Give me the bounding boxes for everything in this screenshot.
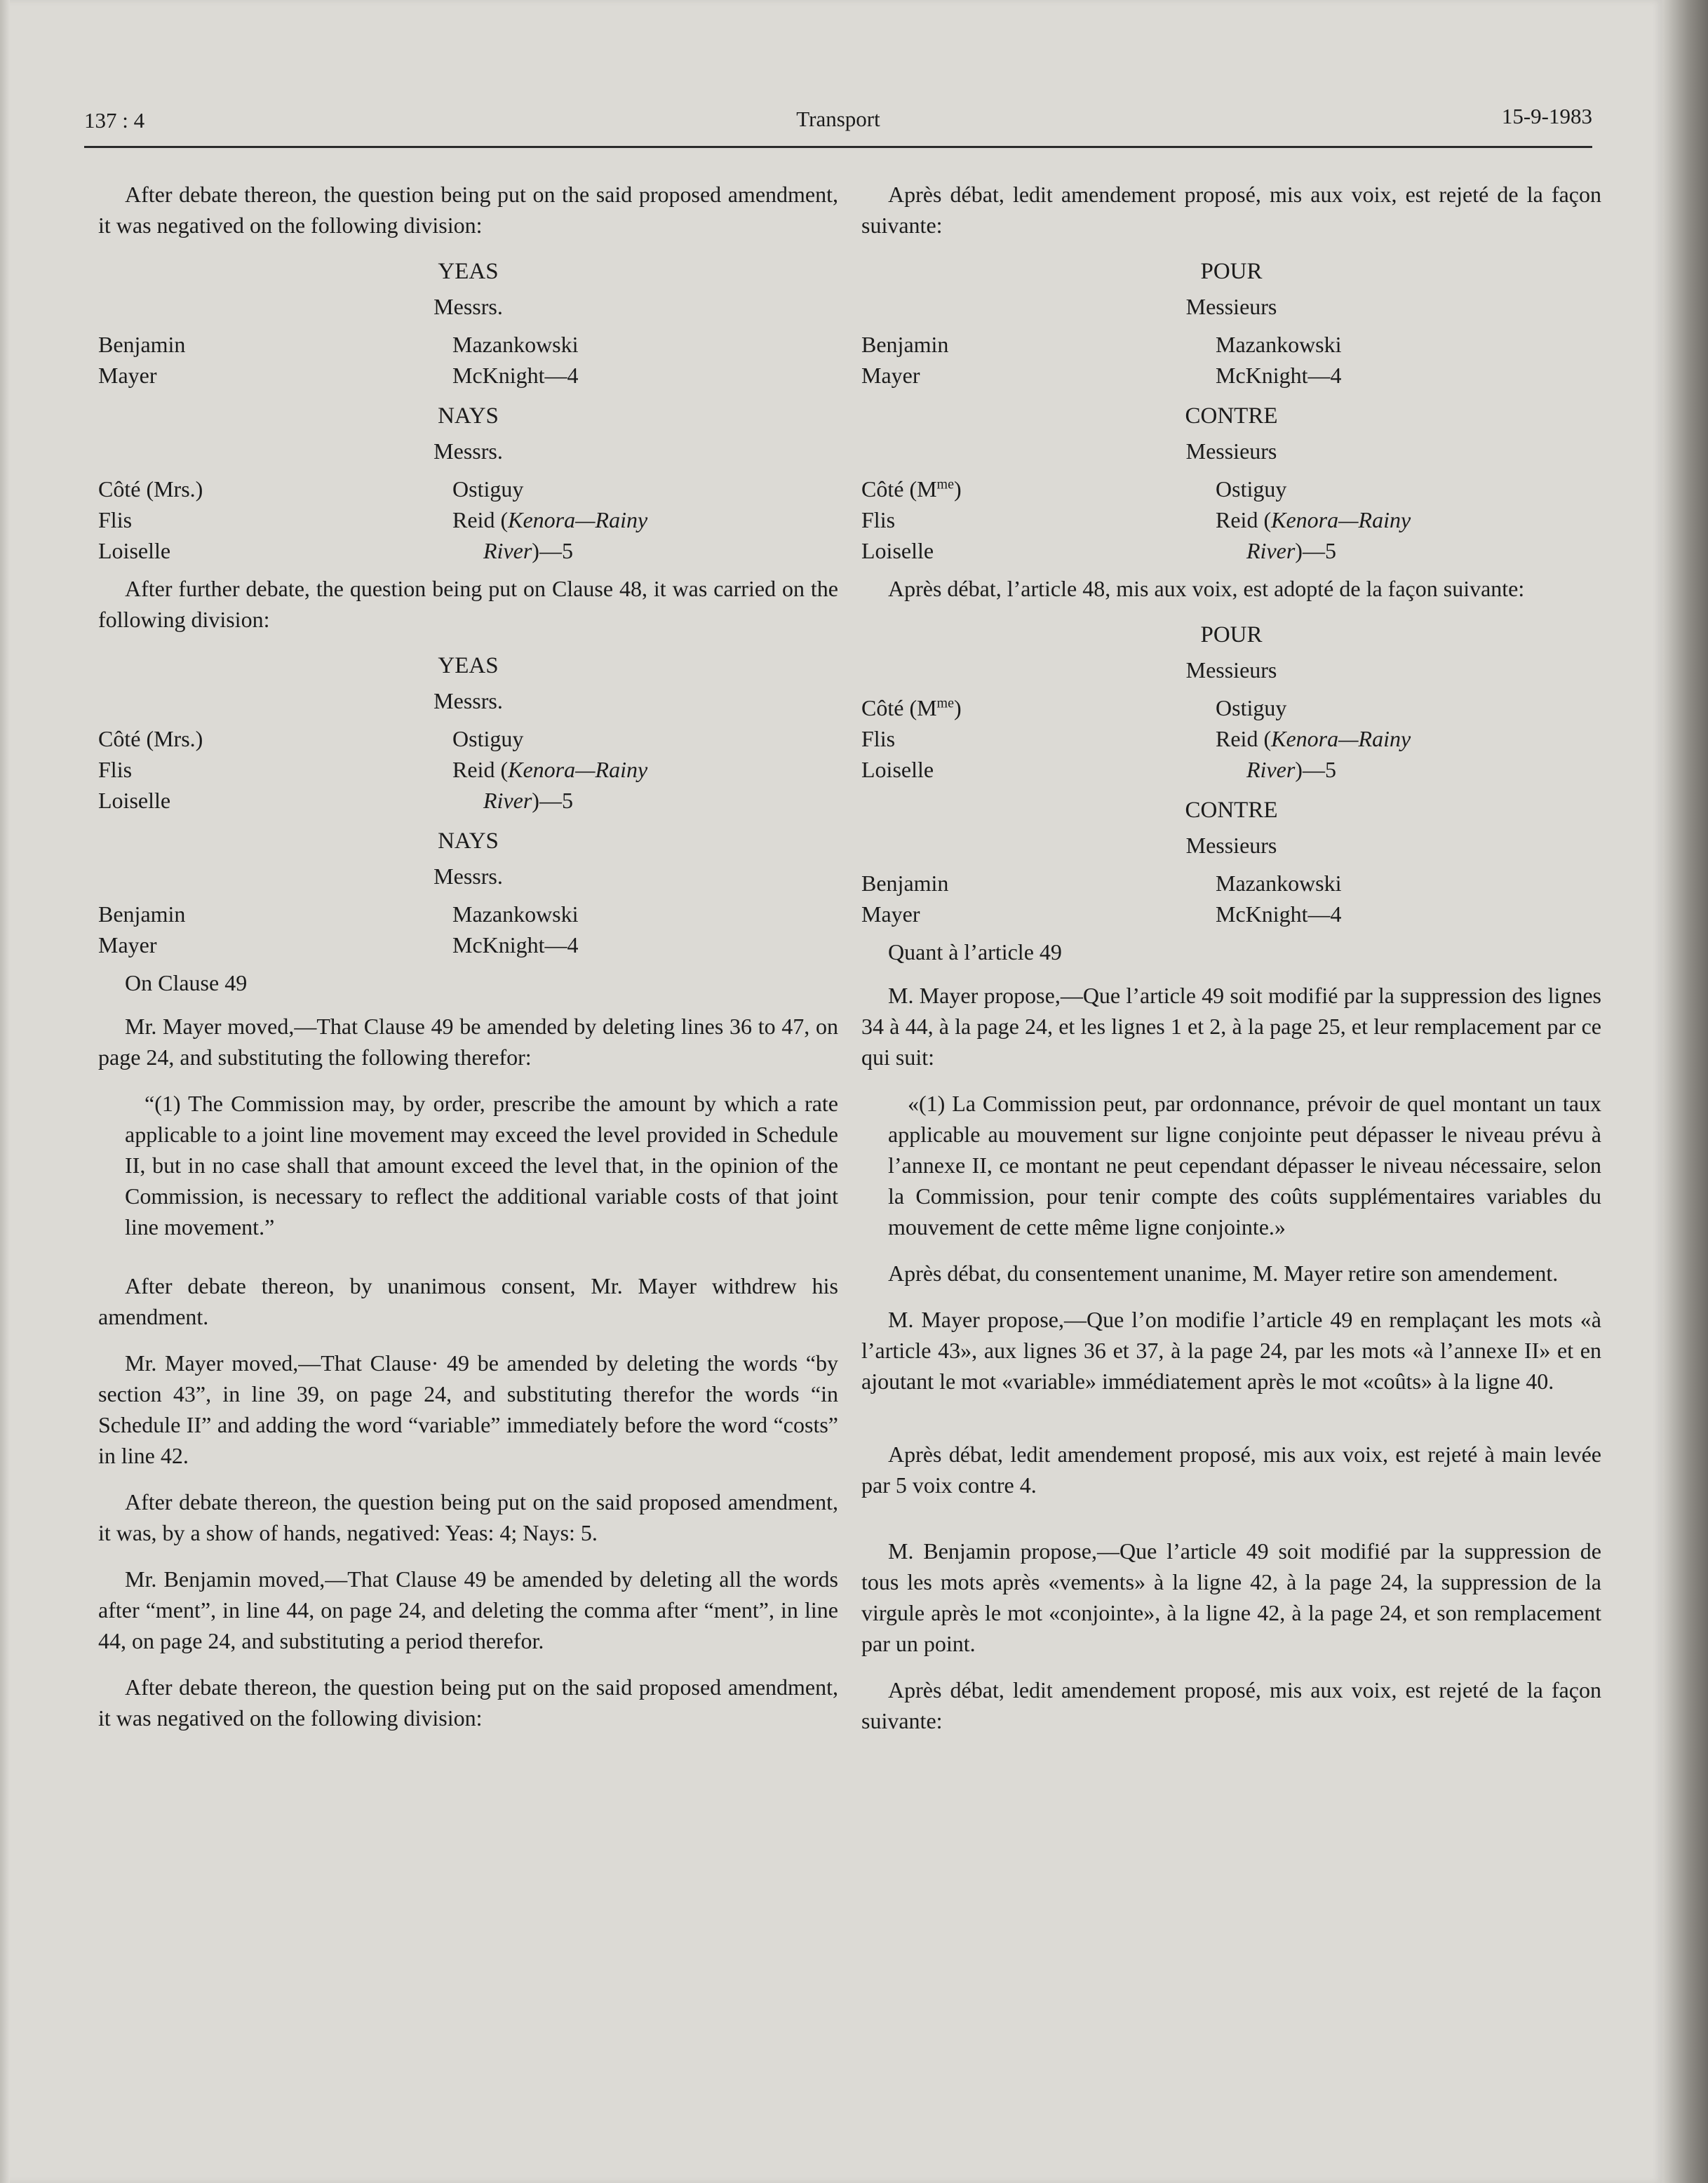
fr-para-4: Après débat, du consentement unanime, M. Mayer retire son amendement. [888, 1261, 1559, 1286]
fr-quote: «(1) La Commission peut, par ordonnance, prévoir de quel montant un taux applicable au mouvement sur ligne conjointe peut dépasser le niveau prévu à l’annexe II, ce montant ne peut cependant dépasser le niveau nécessaire, selon la Commission, pour tenir compte des coûts supplémentaires variables du mouvement de cette même ligne conjointe.» [888, 1091, 1601, 1240]
en-para-1: After debate thereon, the question being put on the said proposed amendment, it was negatived on the following division: [98, 182, 838, 238]
fr-clause-heading: Quant à l’article 49 [888, 939, 1062, 965]
member-name: Côté $(M^{me})$ [861, 476, 962, 502]
en-para-3: Mr. Mayer moved,—That Clause 49 be amended by deleting lines 36 to 47, on page 24, and substituting the following therefor: [98, 1014, 838, 1070]
member-name: Flis [861, 726, 896, 751]
en-vote2-nays-title: Messrs. [433, 864, 503, 889]
member-name: Ostiguy [1216, 476, 1287, 502]
en-vote2-nays-label: NAYS [438, 828, 499, 854]
header-rule [84, 146, 1592, 148]
member-name: Benjamin [98, 332, 186, 357]
member-name: Côté (Mrs.) [98, 726, 203, 751]
fr-vote1-contre-label: CONTRE [1185, 403, 1278, 429]
en-quote: “(1) The Commission may, by order, prescribe the amount by which a rate applicable to a joint line movement may exceed the level provided in Schedule II, but in no case shall that amount exceed the level that, in the opinion of the Commission, is necessary to reflect the additional variable costs of that joint line movement.” [125, 1091, 838, 1240]
en-vote1-nays-title: Messrs. [433, 438, 503, 464]
fr-para-1: Après débat, ledit amendement proposé, mis aux voix, est rejeté de la façon suivante: [861, 182, 1601, 238]
member-name: Reid (Kenora—Rainy [1216, 507, 1411, 532]
page-number: 137 : 4 [84, 108, 145, 133]
running-header [84, 104, 1592, 146]
en-vote1-yeas-label: YEAS [438, 259, 499, 284]
member-name: Mazankowski [1216, 332, 1342, 357]
member-name: Mayer [98, 363, 157, 388]
fr-para-5: M. Mayer propose,—Que l’on modifie l’article 49 en remplaçant les mots «à l’article 43», aux lignes 36 et 37, à la page 24, par les mots «à l’annexe II» et en ajoutant le mot «variable» immédiatement après le mot «coûts» à la ligne 40. [861, 1307, 1601, 1394]
fr-vote1-contre-title: Messieurs [1185, 438, 1277, 464]
member-name: Loiselle [98, 788, 171, 813]
member-name: River)—5 [483, 538, 573, 563]
member-name: Reid (Kenora—Rainy [1216, 726, 1411, 751]
member-name: Ostiguy [452, 726, 524, 751]
header-date: 15-9-1983 [1501, 104, 1592, 128]
fr-para-3: M. Mayer propose,—Que l’article 49 soit modifié par la suppression des lignes 34 à 44, à la page 24, et les lignes 1 et 2, à la page 25, et leur remplacement par ce qui suit: [861, 983, 1601, 1070]
fr-vote2-pour-label: POUR [1200, 622, 1263, 647]
member-name: Côté $(M^{me})$ [861, 695, 962, 720]
fr-vote2-pour [861, 692, 1601, 785]
member-name: Benjamin [861, 871, 949, 896]
member-name: Flis [98, 757, 133, 782]
fr-vote1-pour [861, 329, 1601, 391]
member-name: Mazankowski [452, 332, 579, 357]
fr-para-2: Après débat, l’article 48, mis aux voix, est adopté de la façon suivante: [888, 576, 1525, 601]
member-name: Loiselle [861, 757, 934, 782]
member-name: Mazankowski [452, 901, 579, 927]
fr-vote1-contre [861, 473, 1601, 566]
member-name: River)—5 [1246, 538, 1336, 563]
fr-para-7: M. Benjamin propose,—Que l’article 49 soit modifié par la suppression de tous les mots après «vements» à la ligne 42, à la page 24, la suppression de la virgule après le mot «conjointe», à la ligne 42, à la page 24, et son remplacement par un point. [861, 1538, 1601, 1656]
en-vote1-yeas-title: Messrs. [433, 294, 503, 319]
en-para-6: After debate thereon, the question being put on the said proposed amendment, it was, by a show of hands, negatived: Yeas: 4; Nays: 5. [98, 1489, 838, 1545]
member-name: Loiselle [861, 538, 934, 563]
en-clause-heading: On Clause 49 [125, 970, 248, 995]
fr-vote2-contre-label: CONTRE [1185, 798, 1278, 823]
fr-vote2-contre [861, 868, 1601, 929]
fr-vote2-pour-title: Messieurs [1185, 657, 1277, 683]
member-name: Mayer [861, 901, 920, 927]
en-vote1-nays [98, 473, 838, 566]
book-spine [1662, 0, 1708, 2183]
member-name: Côté (Mrs.) [98, 476, 203, 502]
member-name: McKnight—4 [1216, 363, 1342, 388]
member-name: River)—5 [483, 788, 573, 813]
fr-para-8: Après débat, ledit amendement proposé, mis aux voix, est rejeté de la façon suivante: [861, 1677, 1601, 1733]
header-title: Transport [796, 107, 880, 131]
member-name: Mayer [861, 363, 920, 388]
en-vote2-yeas-title: Messrs. [433, 688, 503, 713]
member-name: Flis [861, 507, 896, 532]
en-vote1-nays-label: NAYS [438, 403, 499, 429]
member-name: Loiselle [98, 538, 171, 563]
fr-para-6: Après débat, ledit amendement proposé, mis aux voix, est rejeté à main levée par 5 voix contre 4. [861, 1442, 1601, 1498]
english-column [98, 179, 838, 1749]
fr-vote1-pour-label: POUR [1200, 259, 1263, 284]
en-vote2-nays [98, 899, 838, 960]
member-name: Mazankowski [1216, 871, 1342, 896]
french-column [861, 179, 1601, 1752]
en-vote1-yeas [98, 329, 838, 391]
member-name: Mayer [98, 932, 157, 958]
member-name: Flis [98, 507, 133, 532]
member-name: Benjamin [98, 901, 186, 927]
member-name: McKnight—4 [452, 932, 579, 958]
en-vote2-yeas [98, 723, 838, 816]
member-name: Reid (Kenora—Rainy [452, 507, 648, 532]
en-para-7: Mr. Benjamin moved,—That Clause 49 be amended by deleting all the words after “ment”, in line 44, on page 24, and deleting the comma after “ment”, in line 44, on page 24, and substituting a period therefor. [98, 1566, 838, 1653]
member-name: McKnight—4 [452, 363, 579, 388]
member-name: Ostiguy [452, 476, 524, 502]
fr-vote2-contre-title: Messieurs [1185, 833, 1277, 858]
page-left-edge [0, 0, 10, 2183]
en-vote2-yeas-label: YEAS [438, 653, 499, 678]
fr-vote1-pour-title: Messieurs [1185, 294, 1277, 319]
member-name: Ostiguy [1216, 695, 1287, 720]
en-para-4: After debate thereon, by unanimous consent, Mr. Mayer withdrew his amendment. [98, 1273, 838, 1329]
en-para-8: After debate thereon, the question being put on the said proposed amendment, it was negatived on the following division: [98, 1674, 838, 1731]
en-para-5: Mr. Mayer moved,—That Clause· 49 be amended by deleting the words “by section 43”, in line 39, on page 24, and substituting therefor the words “in Schedule II” and adding the word “variable” immediately before the word “costs” in line 42. [98, 1350, 838, 1468]
member-name: McKnight—4 [1216, 901, 1342, 927]
member-name: River)—5 [1246, 757, 1336, 782]
en-para-2: After further debate, the question being put on Clause 48, it was carried on the following division: [98, 576, 838, 632]
member-name: Benjamin [861, 332, 949, 357]
member-name: Reid (Kenora—Rainy [452, 757, 648, 782]
